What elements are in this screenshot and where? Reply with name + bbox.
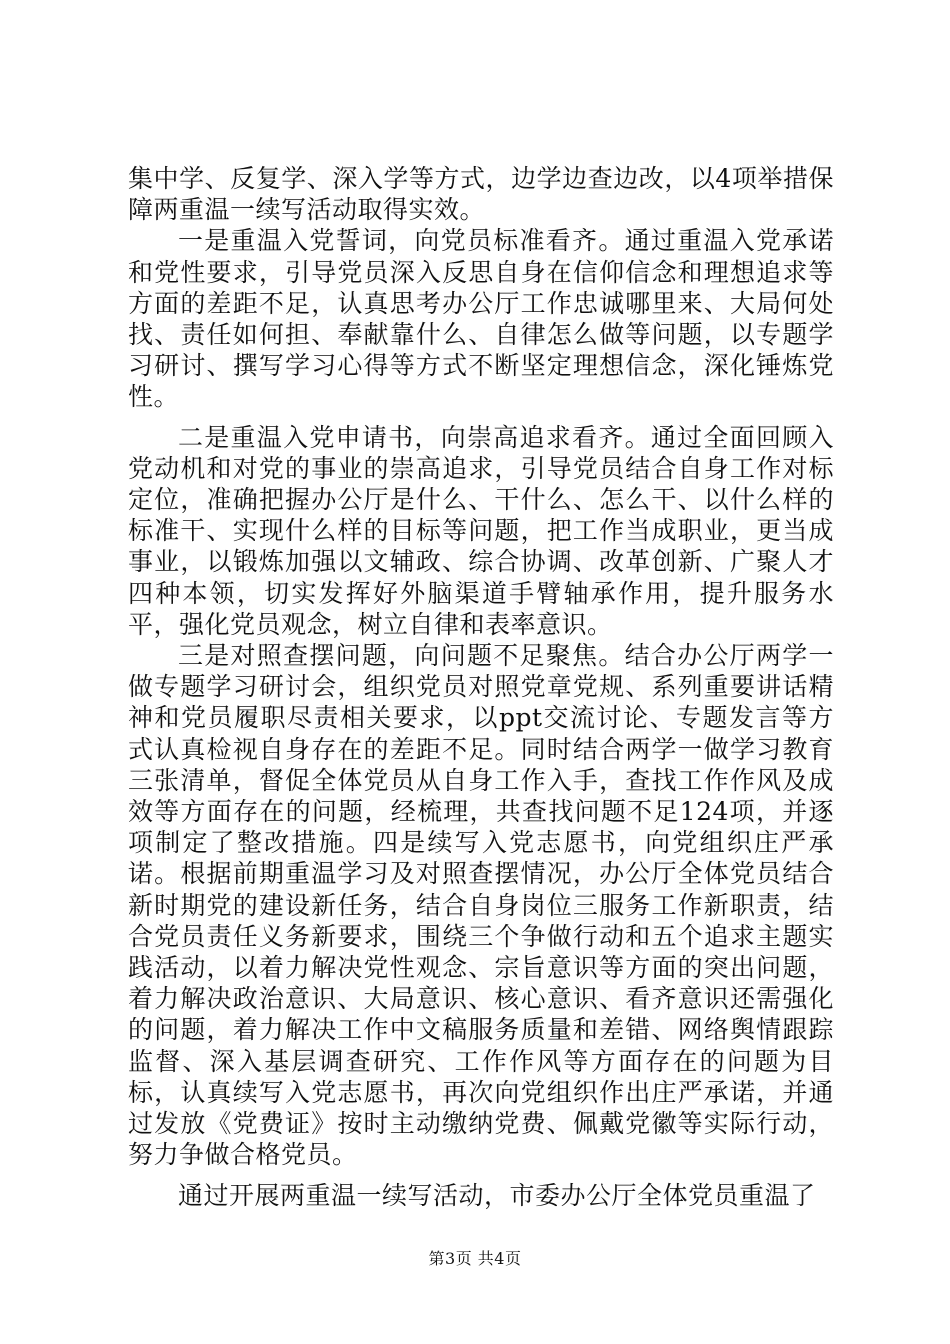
paragraph-measure-one: 一是重温入党誓词，向党员标准看齐。通过重温入党承诺和党性要求，引导党员深入反思自身在信仰信念和理想追求等方面的差距不足，认真思考办公厅工作忠诚哪里来、大局何处找、责任如何担、奉献靠什么、自律怎么做等问题，以专题学习研讨、撰写学习心得等方式不断坚定理想信念，深化锤炼党性。 bbox=[128, 226, 834, 412]
paragraph-measure-two: 二是重温入党申请书，向崇高追求看齐。通过全面回顾入党动机和对党的事业的崇高追求，引导党员结合自身工作对标定位，准确把握办公厅是什么、干什么、怎么干、以什么样的标准干、实现什么样的目标等问题，把工作当成职业，更当成事业，以锻炼加强以文辅政、综合协调、改革创新、广聚人才四种本领，切实发挥好外脑渠道手臂轴承作用，提升服务水平，强化党员观念，树立自律和表率意识。 bbox=[128, 422, 834, 639]
paragraph-measure-three-four: 三是对照查摆问题，向问题不足聚焦。结合办公厅两学一做专题学习研讨会，组织党员对照党章党规、系列重要讲话精神和党员履职尽责相关要求，以ppt交流讨论、专题发言等方式认真检视自身存在的差距不足。同时结合两学一做学习教育三张清单，督促全体党员从自身工作入手，查找工作作风及成效等方面存在的问题，经梳理，共查找问题不足124项，并逐项制定了整改措施。四是续写入党志愿书，向党组织庄严承诺。根据前期重温学习及对照查摆情况，办公厅全体党员结合新时期党的建设新任务，结合自身岗位三服务工作新职责，结合党员责任义务新要求，围绕三个争做行动和五个追求主题实践活动，以着力解决党性观念、宗旨意识等方面的突出问题，着力解决政治意识、大局意识、核心意识、看齐意识还需强化的问题，着力解决工作中文稿服务质量和差错、网络舆情跟踪监督、深入基层调查研究、工作作风等方面存在的问题为目标，认真续写入党志愿书，再次向党组织作出庄严承诺，并通过发放《党费证》按时主动缴纳党费、佩戴党徽等实际行动，努力争做合格党员。 bbox=[128, 641, 834, 1170]
paragraph-intro-continuation: 集中学、反复学、深入学等方式，边学边查边改，以4项举措保障两重温一续写活动取得实效。 bbox=[128, 164, 834, 225]
paragraph-conclusion-start: 通过开展两重温一续写活动，市委办公厅全体党员重温了 bbox=[178, 1180, 816, 1210]
document-body bbox=[128, 163, 834, 1211]
page-number-footer: 第3页 共4页 bbox=[428, 1249, 522, 1268]
